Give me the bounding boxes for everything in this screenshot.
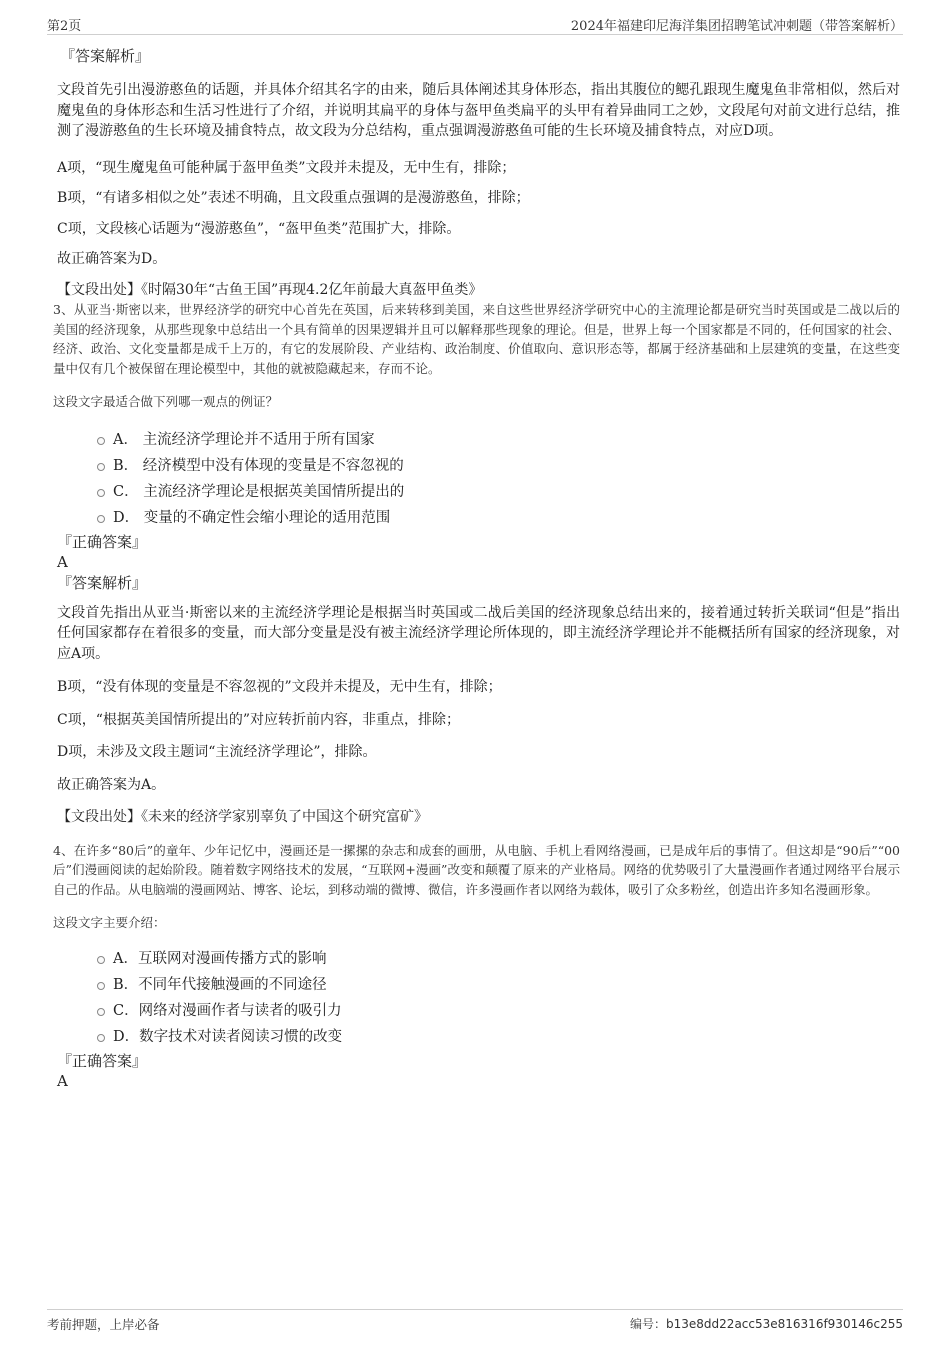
answer-tag: 『正确答案』 xyxy=(57,532,148,551)
document-title: 2024年福建印尼海洋集团招聘笔试冲刺题（带答案解析） xyxy=(570,19,903,34)
analysis-tag: 『答案解析』 xyxy=(57,573,148,592)
analysis-line: D项，未涉及文段主题词“主流经济学理论”，排除。 xyxy=(57,744,377,760)
correct-answer: A xyxy=(57,1071,68,1090)
source-citation: 【文段出处】《未来的经济学家别辜负了中国这个研究富矿》 xyxy=(57,809,428,825)
radio-icon[interactable] xyxy=(97,437,105,445)
page-header xyxy=(47,14,903,35)
correct-answer: A xyxy=(57,552,68,571)
radio-icon[interactable] xyxy=(97,956,105,964)
analysis-line: C项，“根据英美国情所提出的”对应转折前内容，非重点，排除； xyxy=(57,711,461,728)
footer-slogan: 考前押题，上岸必备 xyxy=(47,1317,160,1332)
option-c[interactable]: C． 主流经济学理论是根据英美国情所提出的 xyxy=(97,478,900,504)
page-footer xyxy=(47,1309,903,1332)
question-3-options xyxy=(57,426,900,530)
answer-tag: 『正确答案』 xyxy=(57,1051,148,1070)
option-b[interactable]: B． 经济模型中没有体现的变量是不容忽视的 xyxy=(97,452,900,478)
analysis-text: 文段首先指出从亚当·斯密以来的主流经济学理论是根据当时英国或二战后美国的经济现象总结出来的，接着通过转折关联词“但是”指出任何国家都存在着很多的变量，而大部分变量是没有被主流经济学理论所体现的，即主流经济学理论并不能概括所有国家的经济现象，对应A项。 xyxy=(57,604,900,662)
radio-icon[interactable] xyxy=(97,489,105,497)
radio-icon[interactable] xyxy=(97,1034,105,1042)
document-id: 编号：b13e8dd22acc53e816316f930146c255 xyxy=(630,1317,903,1331)
radio-icon[interactable] xyxy=(97,1008,105,1016)
analysis-line: C项，文段核心话题为“漫游憨鱼”，“盔甲鱼类”范围扩大，排除。 xyxy=(57,220,461,237)
analysis-line: B项，“没有体现的变量是不容忽视的”文段并未提及，无中生有，排除； xyxy=(57,679,502,695)
question-4-prompt: 这段文字主要介绍： xyxy=(53,915,166,930)
page-number: 第2页 xyxy=(47,19,82,34)
analysis-line: A项，“现生魔鬼鱼可能种属于盔甲鱼类”文段并未提及，无中生有，排除； xyxy=(57,159,516,176)
analysis-line: B项，“有诸多相似之处”表述不明确，且文段重点强调的是漫游憨鱼，排除； xyxy=(57,190,530,206)
radio-icon[interactable] xyxy=(97,463,105,471)
option-a[interactable]: A．互联网对漫画传播方式的影响 xyxy=(97,945,900,971)
question-4-text: 4、在许多“80后”的童年、少年记忆中，漫画还是一摞摞的杂志和成套的画册，从电脑、手机上看网络漫画，已是成年后的事情了。但这却是“90后”“00后”们漫画阅读的起始阶段。随着数字网络技术的发展，“互联网+漫画”改变和颠覆了原来的产业格局。网络的优势吸引了大量漫画作者通过网络平台展示自己的作品。从电脑端的漫画网站、博客、论坛，到移动端的微博、微信，许多漫画作者以网络为载体，吸引了众多粉丝，创造出许多知名漫画形象。 xyxy=(53,842,900,897)
analysis-line: 故正确答案为D。 xyxy=(57,251,167,267)
option-d[interactable]: D． 变量的不确定性会缩小理论的适用范围 xyxy=(97,504,900,530)
option-c[interactable]: C．网络对漫画作者与读者的吸引力 xyxy=(97,997,900,1023)
radio-icon[interactable] xyxy=(97,982,105,990)
source-citation: 【文段出处】《时隔30年“古鱼王国”再现4.2亿年前最大真盔甲鱼类》 xyxy=(57,281,483,298)
radio-icon[interactable] xyxy=(97,515,105,523)
question-3-text: 3、从亚当·斯密以来，世界经济学的研究中心首先在英国，后来转移到美国，来自这些世界经济学研究中心的主流理论都是研究当时英国或是二战以后的美国的经济现象，从那些现象中总结出一个具有简单的因果逻辑并且可以解释那些现象的理论。但是，世界上每一个国家都是不同的，任何国家的社会、经济、政治、文化变量都是成千上万的，有它的发展阶段、产业结构、政治制度、价值取向、意识形态等，都属于经济基础和上层建筑的变量，在这些变量中仅有几个被保留在理论模型中，其他的就被隐藏起来，存而不论。 xyxy=(53,302,900,376)
analysis-tag: 『答案解析』 xyxy=(60,47,151,65)
analysis-text: 文段首先引出漫游憨鱼的话题，并具体介绍其名字的由来，随后具体阐述其身体形态，指出其腹位的鳃孔跟现生魔鬼鱼非常相似，然后对魔鬼鱼的身体形态和生活习性进行了介绍，并说明其扁平的身体与盔甲鱼类扁平的头甲有着异曲同工之妙，文段尾句对前文进行总结，推测了漫游憨鱼的生长环境及捕食特点，故文段为分总结构，重点强调漫游憨鱼可能的生长环境及捕食特点，对应D项。 xyxy=(57,82,900,139)
analysis-line: 故正确答案为A。 xyxy=(57,776,166,793)
option-b[interactable]: B．不同年代接触漫画的不同途径 xyxy=(97,971,900,997)
document-body xyxy=(53,46,900,1091)
option-a[interactable]: A． 主流经济学理论并不适用于所有国家 xyxy=(97,426,900,452)
question-3-prompt: 这段文字最适合做下列哪一观点的例证？ xyxy=(53,394,279,409)
option-d[interactable]: D．数字技术对读者阅读习惯的改变 xyxy=(97,1023,900,1049)
question-4-options xyxy=(57,945,900,1049)
